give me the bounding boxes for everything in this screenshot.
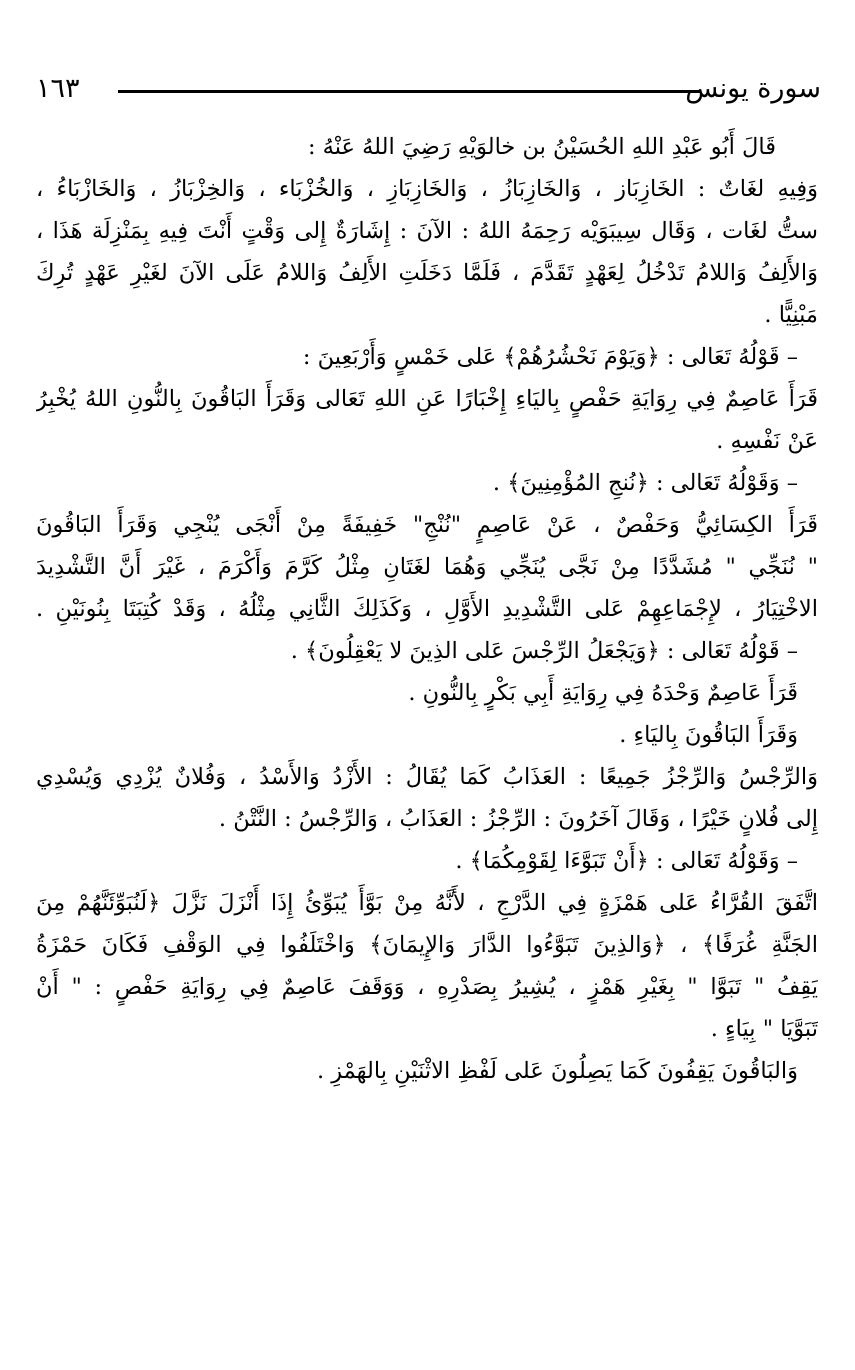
text-line: وَالأَلِفُ وَاللامُ تَدْخُلُ لِعَهْدٍ تَقَدَّمَ ، فَلَمَّا دَخَلَتِ الأَلِفُ وَاللامُ عَلَى الآنَ لغَيْرِ عَهْدٍ تُرِكَ xyxy=(36,260,818,286)
text-line: قَرَأَ الكِسَائِيُّ وَحَفْصٌ ، عَنْ عَاصِمٍ "نُنْجِ" خَفِيفَةً مِنْ أَنْجَى يُنْجِي وَقَرَأَ البَاقُونَ xyxy=(36,512,818,538)
text-line: وَالبَاقُونَ يَقِفُونَ كَمَا يَصِلُونَ عَلى لَفْظِ الاثْنَيْنِ بِالهَمْزِ . xyxy=(316,1058,798,1084)
text-line: – قَوْلُهُ تَعَالى : ﴿وَيَجْعَلُ الرِّجْسَ عَلى الذِينَ لا يَعْقِلُونَ﴾ . xyxy=(290,638,798,664)
text-line: ستُّ لغَات ، وَقَال سِيبَوَيْه رَحِمَهُ اللهُ : الآنَ : إِشَارَةٌ إِلى وَقْتٍ أَنْتَ فِيهِ بِمَنْزِلَة هَذَا ، xyxy=(36,218,818,244)
page-body xyxy=(36,126,818,1092)
text-line: – قَوْلُهُ تَعَالى : ﴿وَيَوْمَ نَحْشُرُهُمْ﴾ عَلى خَمْسٍ وَأَرْبَعِينَ : xyxy=(302,344,798,370)
text-line: وَفِيهِ لغَاتٌ : الخَازِبَاز ، وَالخَازِبَازُ ، وَالخَازِبَازِ ، وَالخُزْبَاء ، وَالخِزْبَازُ ، وَالخَازْبَاءُ ، xyxy=(36,176,818,202)
text-line: الجَنَّةِ غُرَفًا﴾ ، ﴿وَالذِينَ تَبَوَّءُوا الدَّارَ وَالإِيمَانَ﴾ وَاخْتَلَفُوا فِي الوَقْفِ فَكَانَ حَمْزَةُ xyxy=(36,932,818,958)
text-line: الاخْتِيَارُ ، لإِجْمَاعِهِمْ عَلى التَّشْدِيدِ الأَوَّلِ ، وَكَذَلِكَ الثَّانِي مِثْلُهُ ، وَقَدْ كُتِبَتَا بِنُونَيْنِ . xyxy=(36,596,818,622)
text-line: " نُنَجِّي " مُشَدَّدًا مِنْ نَجَّى يُنَجِّي وَهُمَا لغَتَانِ مِثْلُ كَرَّمَ وَأَكْرَمَ ، غَيْرَ أَنَّ التَّشْدِيدَ xyxy=(36,554,818,580)
header-rule xyxy=(118,90,701,93)
text-line: قَرَأَ عَاصِمٌ فِي رِوَايَةِ حَفْصٍ بِاليَاءِ إِخْبَارًا عَنِ اللهِ تَعَالى وَقَرَأَ البَاقُونَ بِالنُّونِ اللهُ يُخْبِرُ xyxy=(36,386,818,412)
page-header xyxy=(36,72,821,112)
text-line: وَالرِّجْسُ وَالرِّجْزُ جَمِيعًا : العَذَابُ كَمَا يُقَالُ : الأَزْدُ وَالأَسْدُ ، وَفُلانٌ يُزْدِي وَيُسْدِي xyxy=(36,764,818,790)
text-line: قَرَأَ عَاصِمٌ وَحْدَهُ فِي رِوَايَةِ أَبِي بَكْرٍ بِالنُّونِ . xyxy=(408,680,798,706)
text-line: اتَّفَقَ القُرَّاءُ عَلى هَمْزَةٍ فِي الدَّرْجِ ، لأَنَّهُ مِنْ بَوَّأَ يُبَوِّئُ إِذَا أَنْزَلَ نَزَّلَ ﴿لَنُبَوِّئَنَّهُمْ مِنَ xyxy=(36,890,818,916)
text-line: – وَقَوْلُهُ تَعَالى : ﴿أَنْ تَبَوَّءَا لِقَوْمِكُمَا﴾ . xyxy=(455,848,798,874)
text-line: إِلى فُلانٍ خَيْرًا ، وَقَالَ آخَرُونَ : الرِّجْزُ : العَذَابُ ، وَالرِّجْسُ : النَّتْنُ . xyxy=(218,806,818,832)
page-number: ١٦٣ xyxy=(36,73,80,104)
text-line: – وَقَوْلُهُ تَعَالى : ﴿نُنجِ المُؤْمِنِينَ﴾ . xyxy=(492,470,798,496)
text-line: عَنْ نَفْسِهِ . xyxy=(716,428,818,454)
text-line: قَالَ أَبُو عَبْدِ اللهِ الحُسَيْنُ بن خالوَيْهِ رَضِيَ اللهُ عَنْهُ : xyxy=(307,134,776,160)
text-line: تَبَوَّيَا " بِيَاءٍ . xyxy=(710,1016,818,1042)
surah-title: سورة يونس xyxy=(685,73,821,104)
text-line: مَبْنِيًّا . xyxy=(764,302,818,328)
text-line: وَقَرَأَ البَاقُونَ بِاليَاءِ . xyxy=(619,722,798,748)
text-line: يَقِفُ " تَبَوَّا " بِغَيْرِ هَمْزٍ ، يُشِيرُ بِصَدْرِهِ ، وَوَقَفَ عَاصِمٌ فِي رِوَايَةِ حَفْصٍ : " أَنْ xyxy=(36,974,818,1000)
